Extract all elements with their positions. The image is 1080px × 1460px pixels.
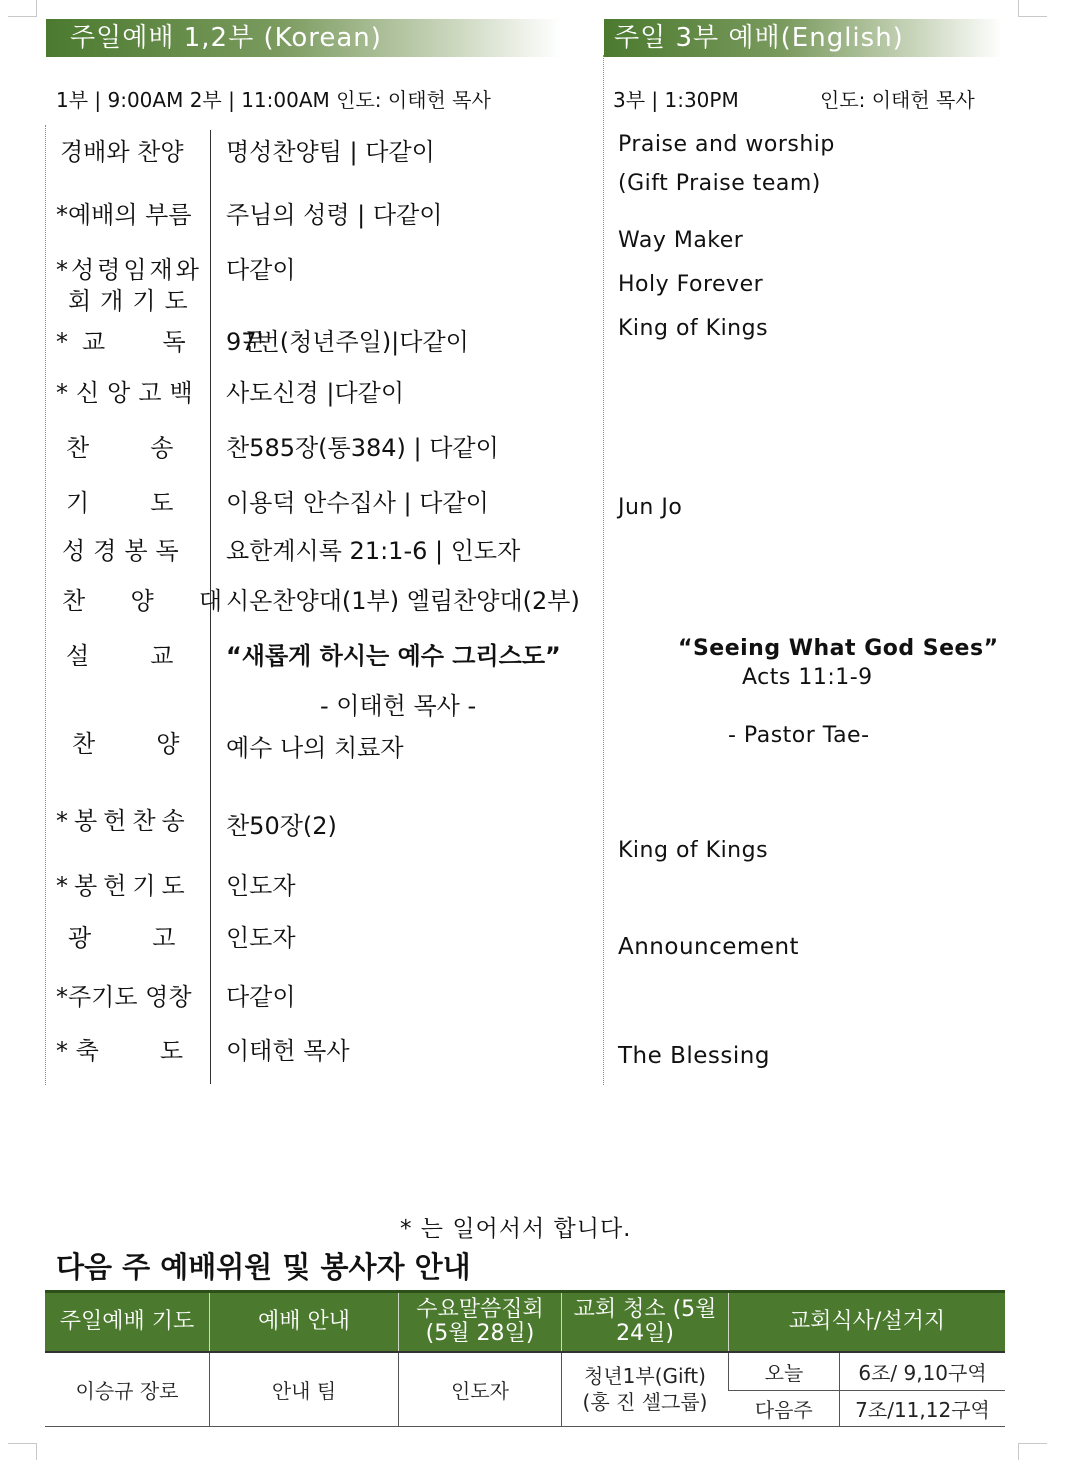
- order-value: 사도신경 |다같이: [226, 379, 405, 407]
- order-label: 기 도: [66, 489, 174, 517]
- korean-service-header: [46, 19, 560, 57]
- column-header: 교회식사/설거지: [729, 1292, 1006, 1353]
- order-value: 시온찬양대(1부) 엘림찬양대(2부): [226, 587, 580, 615]
- order-label: 찬 양: [72, 730, 180, 758]
- english-service-header-text: 주일 3부 예배(English): [614, 23, 904, 53]
- order-label: 설 교: [66, 642, 174, 670]
- korean-service-header-text: 주일예배 1,2부 (Korean): [70, 23, 382, 53]
- order-label: 찬 송: [66, 434, 174, 462]
- english-sermon-scripture: Acts 11:1-9: [742, 665, 873, 690]
- meal-when-cell: 다음주: [729, 1390, 840, 1426]
- korean-service-times: 1부 | 9:00AM 2부 | 11:00AM 인도: 이태헌 목사: [56, 88, 491, 112]
- order-value: 찬50장(2): [226, 812, 337, 840]
- order-value: 인도자: [226, 924, 296, 952]
- page-corner-mark: [1018, 0, 1047, 17]
- order-label: *봉헌찬송: [56, 807, 191, 835]
- order-value: 인도자: [226, 872, 296, 900]
- order-value: 97번(청년주일)|다같이: [226, 328, 469, 356]
- english-service-leader: 인도: 이태헌 목사: [820, 88, 975, 112]
- page-corner-mark: [1018, 1443, 1047, 1460]
- wednesday-cell: 인도자: [399, 1352, 562, 1426]
- order-value: 예수 나의 치료자: [226, 734, 404, 762]
- order-value: 다같이: [226, 983, 296, 1011]
- column-header: 예배 안내: [210, 1292, 399, 1353]
- english-service-time: 3부 | 1:30PM: [613, 88, 739, 112]
- order-label: *예배의 부름: [56, 201, 192, 229]
- order-label: *성령임재와: [56, 256, 202, 284]
- order-label: 성경봉독: [62, 537, 187, 565]
- column-header: 주일예배 기도: [45, 1292, 210, 1353]
- english-item: King of Kings: [618, 838, 769, 863]
- english-item: Announcement: [618, 934, 800, 960]
- order-label-line2: 회개기도: [68, 287, 197, 315]
- order-value: 이태헌 목사: [226, 1037, 350, 1065]
- order-label: * 축 도: [56, 1037, 184, 1065]
- order-value: 찬585장(통384) | 다같이: [226, 434, 499, 462]
- sermon-preacher: - 이태헌 목사 -: [320, 692, 477, 720]
- volunteer-table: [45, 1290, 1005, 1427]
- page-corner-mark: [8, 0, 37, 17]
- order-value: 명성찬양팀 | 다같이: [226, 138, 435, 166]
- order-label: 찬 양 대: [62, 587, 233, 615]
- english-item: Jun Jo: [618, 495, 683, 520]
- english-item: King of Kings: [618, 316, 769, 341]
- next-week-title: 다음 주 예배위원 및 봉사자 안내: [56, 1250, 471, 1284]
- column-header: 교회 청소 (5월 24일): [562, 1292, 729, 1353]
- meal-when-cell: 오늘: [729, 1352, 840, 1390]
- english-service-header: [604, 19, 1002, 57]
- order-label: *주기도 영창: [56, 983, 192, 1011]
- english-item: Praise and worship: [618, 132, 835, 157]
- left-margin-line: [45, 125, 46, 1085]
- service-column-divider: [603, 55, 604, 1085]
- order-value: 요한계시록 21:1-6 | 인도자: [226, 537, 521, 565]
- order-value: 주님의 성령 | 다같이: [226, 201, 443, 229]
- order-label: 광 고: [68, 924, 176, 952]
- cleaning-cell: 청년1부(Gift) (홍 진 셀그룹): [562, 1352, 729, 1426]
- order-label: *신앙고백: [56, 379, 201, 407]
- english-item: Holy Forever: [618, 272, 764, 297]
- english-sermon-preacher: - Pastor Tae-: [728, 723, 870, 748]
- page-corner-mark: [8, 1443, 37, 1460]
- order-label: *교 독 문: [56, 328, 281, 356]
- prayer-cell: 이승규 장로: [45, 1352, 210, 1426]
- english-sermon-title: “Seeing What God Sees”: [678, 636, 999, 661]
- sermon-title: “새롭게 하시는 예수 그리스도”: [226, 642, 561, 670]
- english-item: Way Maker: [618, 228, 744, 253]
- column-header: 수요말씀집회 (5월 28일): [399, 1292, 562, 1353]
- order-value: 이용덕 안수집사 | 다같이: [226, 489, 489, 517]
- usher-cell: 안내 팀: [210, 1352, 399, 1426]
- meal-who-cell: 6조/ 9,10구역: [840, 1352, 1006, 1390]
- standing-note: * 는 일어서서 합니다.: [400, 1216, 632, 1242]
- order-label: 경배와 찬양: [60, 138, 184, 166]
- meal-who-cell: 7조/11,12구역: [840, 1390, 1006, 1426]
- english-item: (Gift Praise team): [618, 171, 821, 196]
- order-value: 다같이: [226, 256, 296, 284]
- order-label: *봉헌기도: [56, 872, 191, 900]
- english-item: The Blessing: [618, 1043, 770, 1069]
